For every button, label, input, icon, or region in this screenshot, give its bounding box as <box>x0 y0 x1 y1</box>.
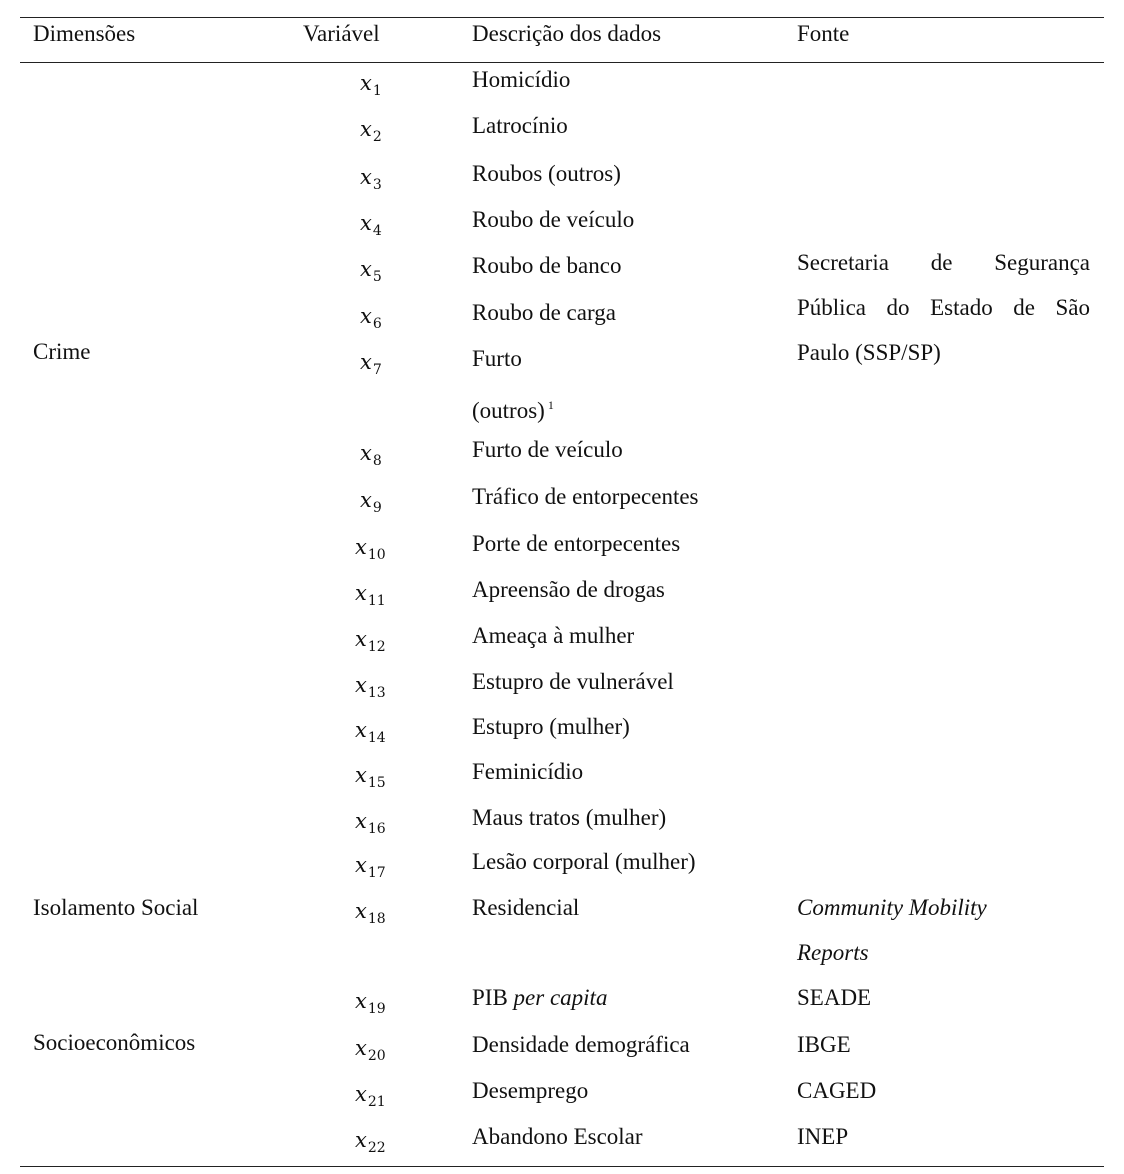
source-inep: INEP <box>797 1124 849 1149</box>
header-variavel: Variável <box>303 21 380 46</box>
source-ssp <box>797 240 1090 375</box>
variable-description: Desemprego <box>472 1078 589 1103</box>
source-ssp-line: Paulo (SSP/SP) <box>797 340 941 365</box>
variable-symbol: $x_9$ <box>360 488 382 516</box>
variable-description: Maus tratos (mulher) <box>472 805 667 830</box>
source-ssp-line: Secretaria de Segurança <box>797 250 1090 275</box>
variable-symbol: $x_{19}$ <box>355 989 386 1017</box>
variable-symbol: $x_1$ <box>360 71 382 99</box>
variable-symbol: $x_4$ <box>360 211 382 239</box>
variable-symbol: $x_{22}$ <box>355 1128 386 1156</box>
variable-symbol: $x_{13}$ <box>355 673 386 701</box>
header-dimensoes: Dimensões <box>33 21 136 46</box>
variable-description: Ameaça à mulher <box>472 623 635 648</box>
variable-symbol: $x_{20}$ <box>355 1036 386 1064</box>
bottom-rule <box>20 1166 1104 1167</box>
source-ibge: IBGE <box>797 1032 851 1057</box>
variable-description: Apreensão de drogas <box>472 577 665 602</box>
variable-description: Roubos (outros) <box>472 161 621 186</box>
variable-symbol: $x_{18}$ <box>355 899 386 927</box>
variable-symbol: $x_8$ <box>360 441 382 469</box>
variable-description: Estupro (mulher) <box>472 714 630 739</box>
variable-description: Residencial <box>472 895 580 920</box>
variable-description: Tráfico de entorpecentes <box>472 484 699 509</box>
variable-description: Feminicídio <box>472 759 584 784</box>
variable-symbol: $x_{17}$ <box>355 853 386 881</box>
variable-symbol: $x_{10}$ <box>355 535 386 563</box>
variable-description: PIB per capita <box>472 985 608 1010</box>
variable-description: Furto de veículo <box>472 437 623 462</box>
variable-symbol: $x_{21}$ <box>355 1082 386 1110</box>
variable-symbol: $x_2$ <box>360 117 382 145</box>
variable-symbol: $x_{12}$ <box>355 627 386 655</box>
variable-description: Estupro de vulnerável <box>472 669 674 694</box>
variable-description: Homicídio <box>472 67 571 92</box>
variable-description: Furto <box>472 346 522 371</box>
header-descricao: Descrição dos dados <box>472 21 662 46</box>
variable-symbol: $x_{14}$ <box>355 718 386 746</box>
variable-symbol: $x_5$ <box>360 257 382 285</box>
variable-description: Densidade demográfica <box>472 1032 690 1057</box>
variable-description: Roubo de carga <box>472 300 616 325</box>
variable-description: Roubo de banco <box>472 253 622 278</box>
variable-description: Roubo de veículo <box>472 207 635 232</box>
source-mobility-line: Community Mobility <box>797 895 987 920</box>
source-mobility-line: Reports <box>797 940 869 965</box>
dimension-socio: Socioeconômicos <box>33 1030 196 1055</box>
variable-symbol: $x_6$ <box>360 304 382 332</box>
source-seade: SEADE <box>797 985 872 1010</box>
variable-description: Latrocínio <box>472 113 568 138</box>
variable-description-cont: (outros) $^1$ <box>472 398 554 423</box>
variable-description: Abandono Escolar <box>472 1124 643 1149</box>
dimension-isolamento: Isolamento Social <box>33 895 199 920</box>
source-ssp-line: Pública do Estado de São <box>797 295 1090 320</box>
top-rule <box>20 17 1104 18</box>
variable-symbol: $x_{15}$ <box>355 763 386 791</box>
variable-description: Lesão corporal (mulher) <box>472 849 696 874</box>
variable-symbol: $x_3$ <box>360 165 382 193</box>
variable-symbol: $x_{11}$ <box>355 581 386 609</box>
header-fonte: Fonte <box>797 21 850 46</box>
variable-description: Porte de entorpecentes <box>472 531 681 556</box>
dimension-crime: Crime <box>33 339 91 364</box>
footnote-marker: 1 <box>547 398 554 412</box>
variable-symbol: $x_7$ <box>360 350 382 378</box>
header-rule <box>20 62 1104 63</box>
variable-symbol: $x_{16}$ <box>355 809 386 837</box>
source-caged: CAGED <box>797 1078 877 1103</box>
